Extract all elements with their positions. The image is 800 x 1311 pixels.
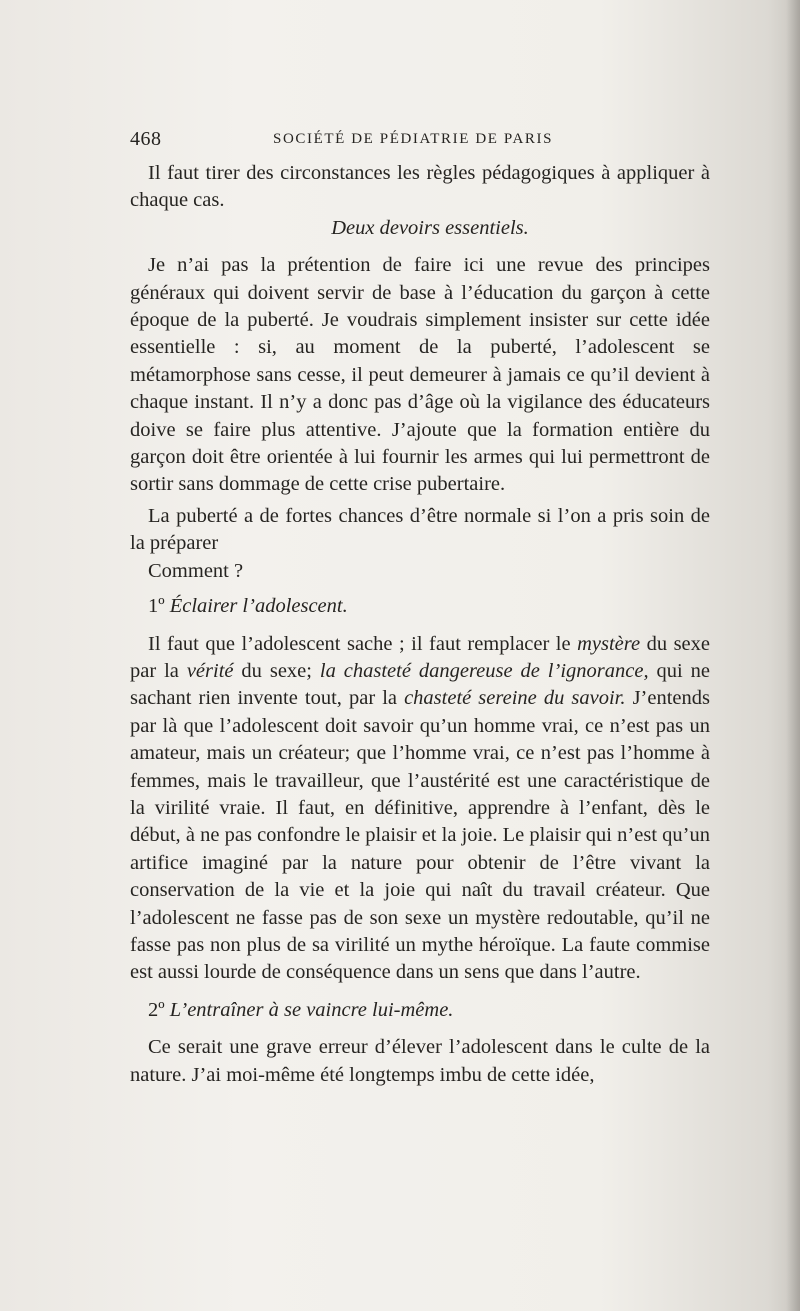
p5-italic-mystere: mystère bbox=[577, 632, 641, 655]
running-head bbox=[130, 128, 710, 156]
section-2-title: L’entraîner à se vaincre lui-même. bbox=[169, 998, 454, 1021]
section-1-number: 1º bbox=[148, 595, 165, 618]
paragraph-4: Comment ? bbox=[148, 559, 244, 582]
paragraph-6: Ce serait une grave erreur d’élever l’adolescent dans le culte de la nature. J’ai moi-même été longtemps imbu de cette idée, bbox=[130, 1036, 710, 1086]
paragraph-2: Je n’ai pas la prétention de faire ici une revue des principes généraux qui doivent servir de base à l’éducation du garçon à cette époque de la puberté. Je voudrais simplement insister sur cette idée essentielle : si, au moment de la puberté, l’adolescent se métamorphose sans cesse, il peut demeurer à jamais ce qu’il devient à chaque instant. Il n’y a donc pas d’âge où la vigilance des éducateurs doive se faire plus attentive. J’ajoute que la formation entière du garçon doit être orientée à lui fournir les armes qui lui permettront de sortir sans dommage de cette crise pubertaire. bbox=[130, 254, 710, 496]
p5-text-2: du sexe par la bbox=[130, 632, 710, 682]
page-number: 468 bbox=[130, 128, 162, 150]
p5-text-4: qui ne sachant rien invente tout, par la bbox=[130, 659, 710, 710]
p5-text-1: Il faut que l’adolescent sache ; il faut remplacer le bbox=[148, 632, 578, 655]
paragraph-5 bbox=[130, 631, 710, 987]
heading-deux-devoirs: Deux devoirs essentiels. bbox=[331, 216, 529, 239]
p5-italic-verite: vérité bbox=[186, 659, 234, 682]
p5-italic-chastete-savoir: chasteté sereine du savoir. bbox=[404, 687, 626, 710]
body-text bbox=[130, 160, 710, 1089]
page-edge-shadow bbox=[786, 0, 800, 1311]
paragraph-3: La puberté a de fortes chances d’être normale si l’on a pris soin de la préparer bbox=[130, 504, 710, 555]
p5-italic-chastete-ignorance: la chasteté dangereuse de l’ignorance, bbox=[319, 659, 649, 682]
p5-text-5: J’entends par là que l’adolescent doit savoir qu’un homme vrai, ce n’est pas un amateur, mais un créateur; que l’homme vrai, ce n’est pas l’homme à femmes, mais le travailleur, que l’austérité est une caractéristique de la virilité vraie. Il faut, en définitive, apprendre à l’enfant, dès le début, à ne pas confondre le plaisir et la joie. Le plaisir qui n’est qu’un artifice imaginé par la nature pour obtenir de l’être vivant la conservation de la vie et la joie qui naît du travail créateur. Que l’adolescent ne fasse pas de son sexe un mystère redoutable, qu’il ne fasse pas non plus de sa virilité un mythe héroïque. La faute commise est aussi lourde de conséquence dans un sens que dans l’autre. bbox=[130, 687, 710, 984]
section-1-title: Éclairer l’adolescent. bbox=[169, 595, 348, 618]
p5-text-3: du sexe; bbox=[233, 659, 320, 682]
paragraph-1: Il faut tirer des circonstances les règles pédagogiques à appliquer à chaque cas. bbox=[130, 162, 710, 212]
running-title: SOCIÉTÉ DE PÉDIATRIE DE PARIS bbox=[273, 131, 554, 147]
section-2-number: 2º bbox=[148, 998, 165, 1021]
section-heading-1 bbox=[130, 593, 710, 620]
section-heading-2 bbox=[130, 997, 710, 1024]
